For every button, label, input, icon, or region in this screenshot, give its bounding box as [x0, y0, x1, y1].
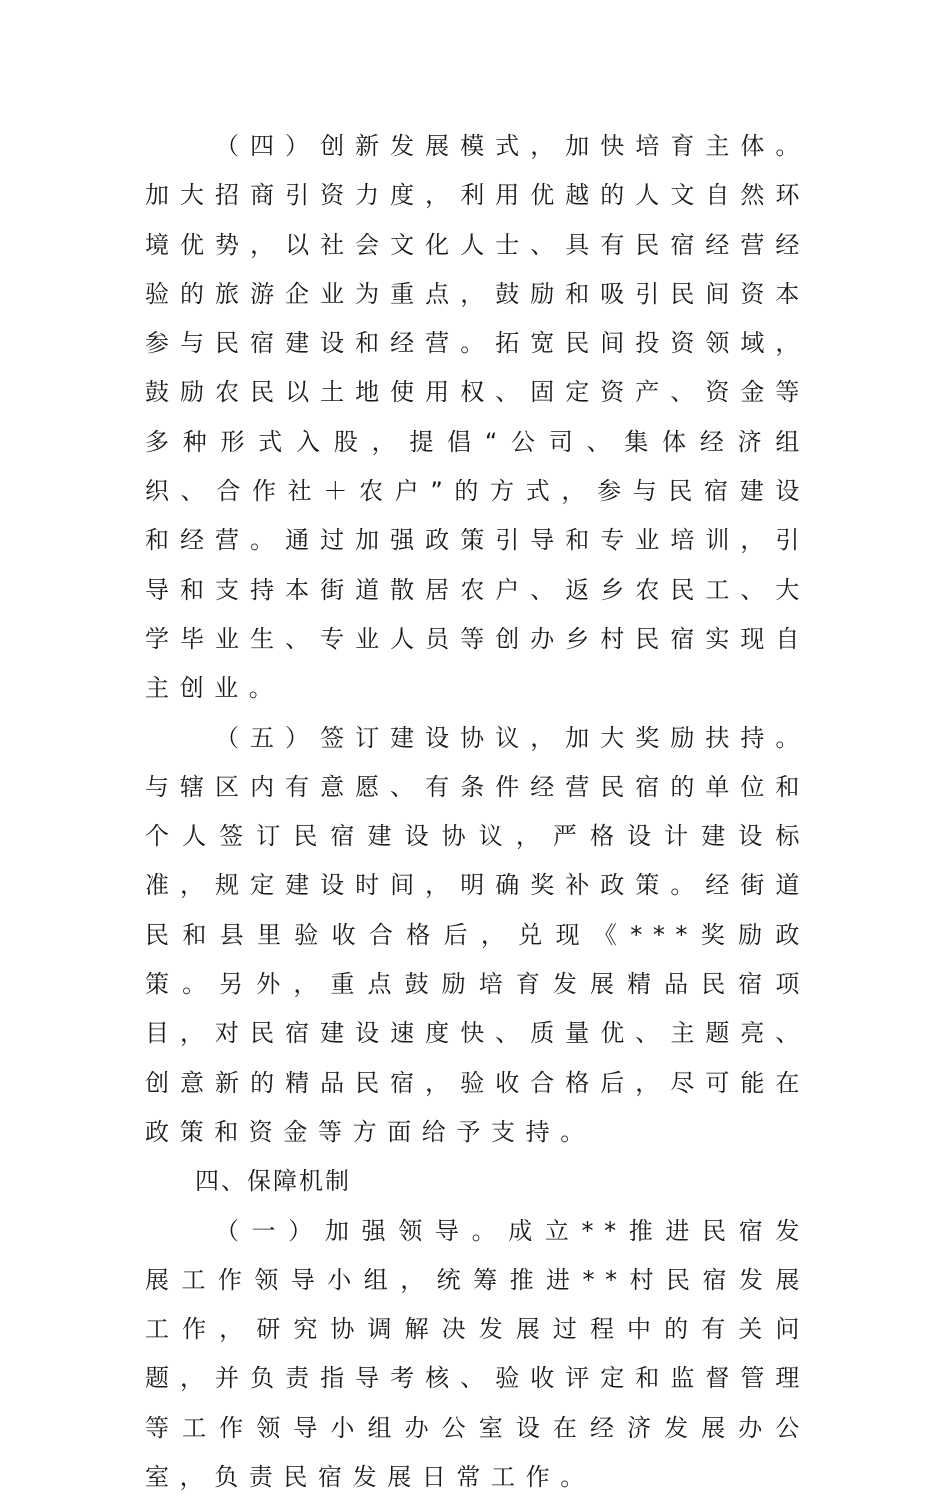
paragraph-construction-agreement: （五）签订建设协议，加大奖励扶持。与辖区内有意愿、有条件经营民宿的单位和个人签订民宿建设协议，严格设计建设标准，规定建设时间，明确奖补政策。经街道民和县里验收合格后，兑现《***奖励政策。另外，重点鼓励培育发展精品民宿项目，对民宿建设速度快、质量优、主题亮、创意新的精品民宿，验收合格后，尽可能在政策和资金等方面给予支持。: [145, 723, 810, 1146]
document-page: [145, 122, 810, 1502]
paragraph-innovation-model: （四）创新发展模式，加快培育主体。加大招商引资力度，利用优越的人文自然环境优势，以社会文化人士、具有民宿经营经验的旅游企业为重点，鼓励和吸引民间资本参与民宿建设和经营。拓宽民间投资领域，鼓励农民以土地使用权、固定资产、资金等多种形式入股，提倡“公司、集体经济组织、合作社＋农户”的方式，参与民宿建设和经营。通过加强政策引导和专业培训，引导和支持本街道散居农户、返乡农民工、大学毕业生、专业人员等创办乡村民宿实现自主创业。: [145, 132, 810, 703]
paragraph-strengthen-leadership: （一）加强领导。成立**推进民宿发展工作领导小组，统筹推进**村民宿发展工作，研究协调解决发展过程中的有关问题，并负责指导考核、验收评定和监督管理等工作领导小组办公室设在经济发展办公室，负责民宿发展日常工作。: [145, 1216, 810, 1492]
section-heading-safeguard-mechanism: 四、保障机制: [195, 1167, 351, 1196]
